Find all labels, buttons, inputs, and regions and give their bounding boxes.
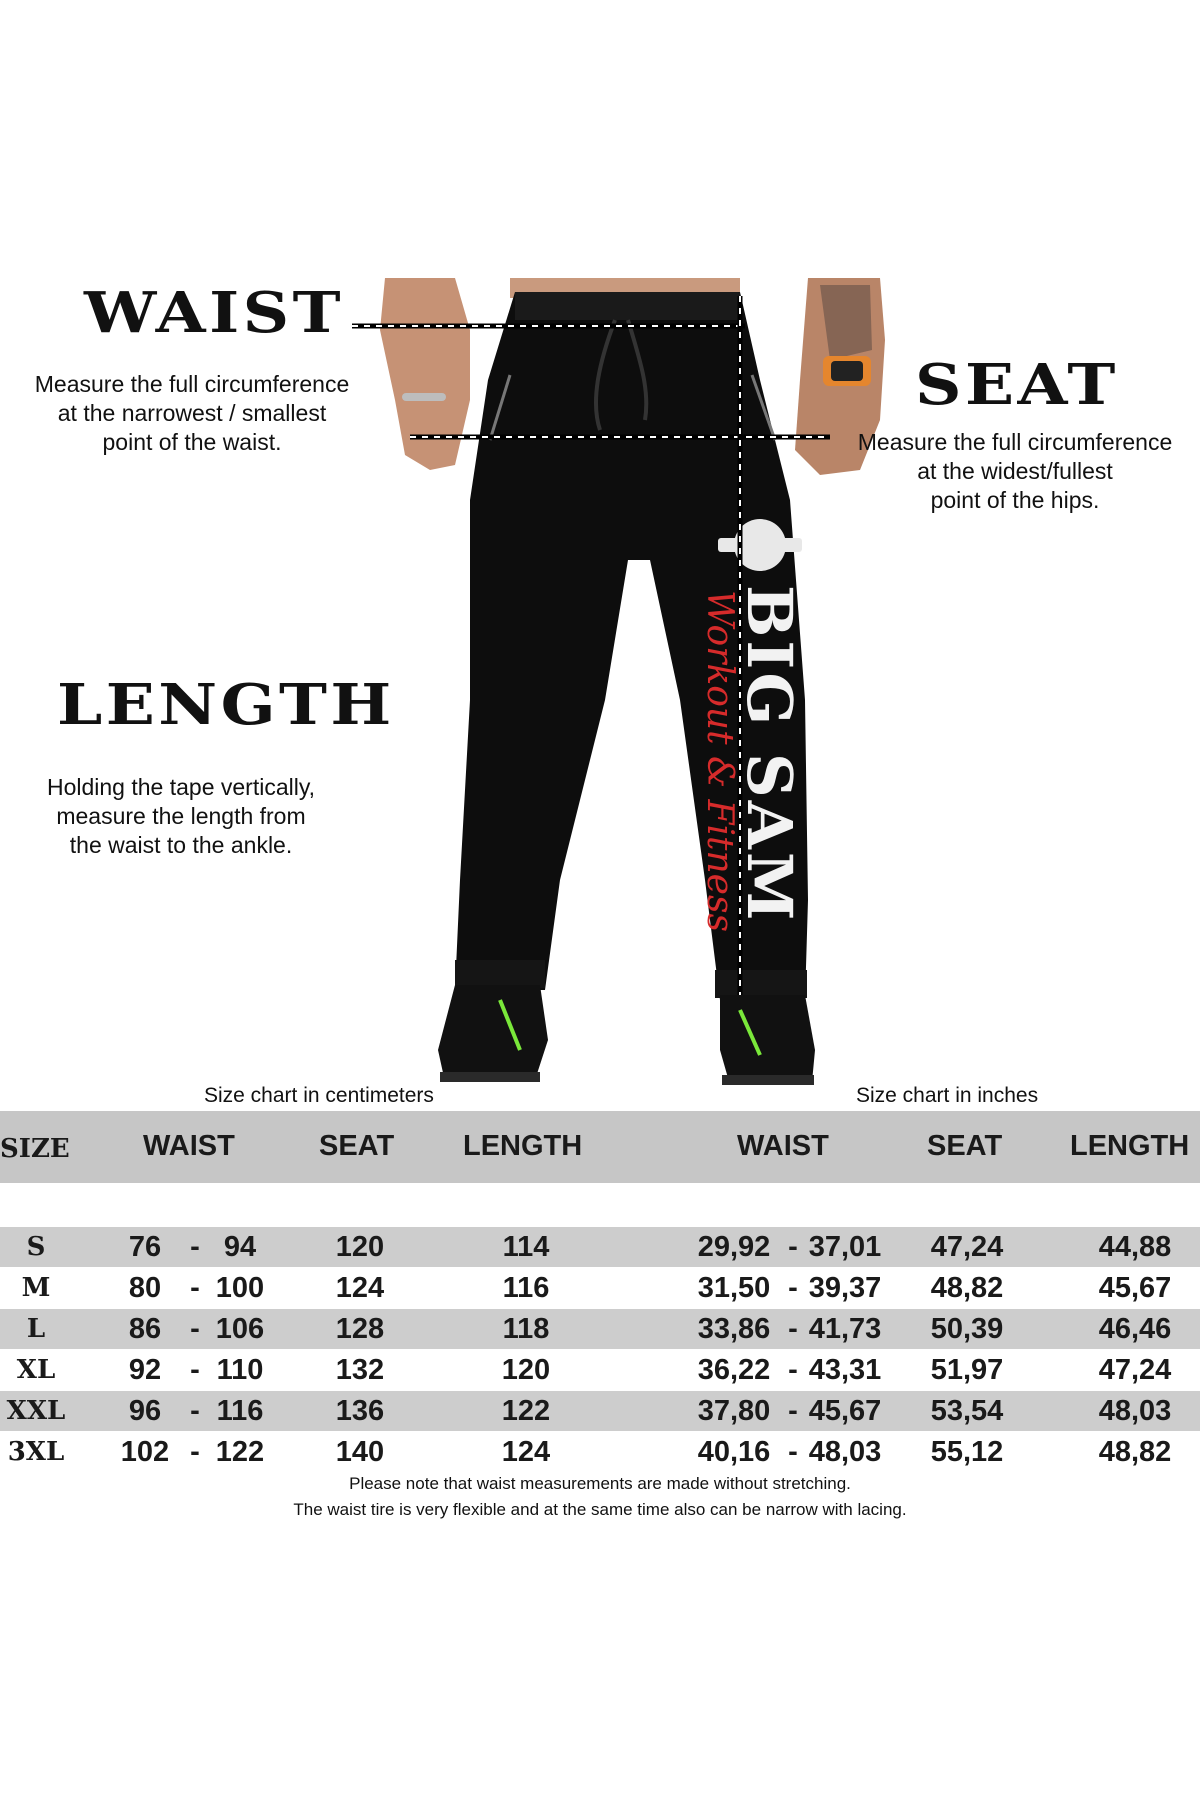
length-desc-line: the waist to the ankle.	[69, 832, 293, 858]
cell-cm-length: 114	[502, 1231, 550, 1263]
waist-desc-line: Measure the full circumference	[34, 371, 350, 397]
cell-in-seat: 53,54	[930, 1395, 1004, 1427]
cell-in-seat: 51,97	[930, 1354, 1004, 1386]
cell-cm-seat: 120	[335, 1231, 385, 1263]
cell-size: XXL	[6, 1396, 66, 1426]
cell-size: L	[26, 1314, 46, 1344]
cell-in-waist-min: 40,16	[697, 1436, 771, 1468]
range-separator: -	[190, 1231, 200, 1263]
seat-desc-line: point of the hips.	[930, 487, 1100, 513]
cell-in-waist-min: 33,86	[697, 1313, 771, 1345]
header-in-length: LENGTH	[1070, 1130, 1190, 1162]
cell-size: S	[26, 1232, 46, 1262]
length-desc-line: measure the length from	[56, 803, 306, 829]
cell-cm-length: 116	[502, 1272, 550, 1304]
cell-cm-length: 120	[501, 1354, 551, 1386]
cell-in-length: 44,88	[1098, 1231, 1172, 1263]
seat-heading: SEAT	[915, 352, 1119, 418]
cell-cm-waist-min: 80	[128, 1272, 162, 1304]
cell-cm-waist-min: 76	[128, 1231, 162, 1263]
header-cm-waist: WAIST	[143, 1130, 235, 1162]
caption-in: Size chart in inches	[856, 1084, 1039, 1107]
cell-in-waist-max: 45,67	[808, 1395, 882, 1427]
range-separator: -	[190, 1436, 200, 1468]
range-separator: -	[788, 1395, 798, 1427]
cell-cm-seat: 132	[335, 1354, 385, 1386]
cell-cm-waist-max: 116	[216, 1395, 264, 1427]
cell-in-waist-min: 29,92	[697, 1231, 771, 1263]
cell-cm-seat: 128	[335, 1313, 385, 1345]
length-description	[16, 773, 346, 860]
waist-desc-line: point of the waist.	[102, 429, 282, 455]
cell-cm-waist-max: 122	[215, 1436, 265, 1468]
cell-in-length: 46,46	[1098, 1313, 1172, 1345]
cell-size: XL	[16, 1355, 56, 1385]
range-separator: -	[788, 1272, 798, 1304]
cell-in-seat: 47,24	[930, 1231, 1004, 1263]
cell-in-seat: 48,82	[930, 1272, 1004, 1304]
cell-cm-seat: 124	[335, 1272, 385, 1304]
header-in-waist: WAIST	[737, 1130, 829, 1162]
length-heading: LENGTH	[57, 672, 395, 738]
cell-cm-waist-min: 102	[120, 1436, 170, 1468]
brand-text: BIG SAM	[733, 585, 806, 924]
seat-desc-line: Measure the full circumference	[857, 429, 1173, 455]
cell-in-waist-max: 37,01	[808, 1231, 882, 1263]
cell-in-waist-max: 41,73	[808, 1313, 882, 1345]
cell-in-length: 48,82	[1098, 1436, 1172, 1468]
cell-size: 3XL	[7, 1437, 65, 1467]
cell-in-waist-max: 48,03	[808, 1436, 882, 1468]
length-desc-line: Holding the tape vertically,	[46, 774, 316, 800]
cell-cm-seat: 136	[335, 1395, 385, 1427]
right-shoe	[720, 995, 815, 1085]
cell-cm-length: 122	[501, 1395, 551, 1427]
header-cm-seat: SEAT	[319, 1130, 395, 1162]
waistband	[515, 292, 740, 320]
range-separator: -	[788, 1354, 798, 1386]
cell-in-length: 47,24	[1098, 1354, 1172, 1386]
cell-in-length: 45,67	[1098, 1272, 1172, 1304]
cell-cm-waist-max: 106	[215, 1313, 265, 1345]
range-separator: -	[788, 1231, 798, 1263]
range-separator: -	[190, 1395, 200, 1427]
cell-in-waist-max: 43,31	[808, 1354, 882, 1386]
header-size: SIZE	[0, 1134, 70, 1164]
cell-in-seat: 50,39	[930, 1313, 1004, 1345]
cell-cm-waist-min: 96	[128, 1395, 162, 1427]
cell-in-length: 48,03	[1098, 1395, 1172, 1427]
note-line: Please note that waist measurements are made without stretching.	[349, 1474, 851, 1493]
cell-size: M	[21, 1273, 51, 1303]
cell-cm-waist-max: 100	[215, 1272, 265, 1304]
cell-cm-waist-min: 86	[128, 1313, 162, 1345]
waist-description	[0, 370, 384, 457]
caption-cm: Size chart in centimeters	[204, 1084, 434, 1107]
cell-cm-waist-max: 94	[223, 1231, 257, 1263]
header-cm-length: LENGTH	[463, 1130, 583, 1162]
seat-desc-line: at the widest/fullest	[917, 458, 1113, 484]
waist-heading: WAIST	[84, 280, 344, 346]
cell-cm-length: 118	[502, 1313, 550, 1345]
cell-in-waist-max: 39,37	[808, 1272, 882, 1304]
cell-in-seat: 55,12	[930, 1436, 1004, 1468]
cell-in-waist-min: 31,50	[697, 1272, 771, 1304]
note-line: The waist tire is very flexible and at the same time also can be narrow with lacing.	[293, 1500, 907, 1519]
cell-in-waist-min: 36,22	[697, 1354, 771, 1386]
brand-script-text: Workout & Fitness	[699, 590, 740, 932]
cell-cm-waist-max: 110	[216, 1354, 264, 1386]
right-cuff	[715, 970, 807, 998]
cell-in-waist-min: 37,80	[697, 1395, 771, 1427]
range-separator: -	[190, 1272, 200, 1304]
cell-cm-waist-min: 92	[128, 1354, 162, 1386]
cell-cm-seat: 140	[335, 1436, 385, 1468]
range-separator: -	[788, 1436, 798, 1468]
waist-desc-line: at the narrowest / smallest	[57, 400, 327, 426]
left-shoe	[438, 985, 548, 1082]
header-in-seat: SEAT	[927, 1130, 1003, 1162]
left-bracelet	[402, 393, 446, 401]
cell-cm-length: 124	[501, 1436, 551, 1468]
seat-description	[830, 428, 1200, 515]
range-separator: -	[788, 1313, 798, 1345]
range-separator: -	[190, 1313, 200, 1345]
left-cuff	[455, 960, 545, 988]
range-separator: -	[190, 1354, 200, 1386]
left-arm	[380, 278, 470, 470]
